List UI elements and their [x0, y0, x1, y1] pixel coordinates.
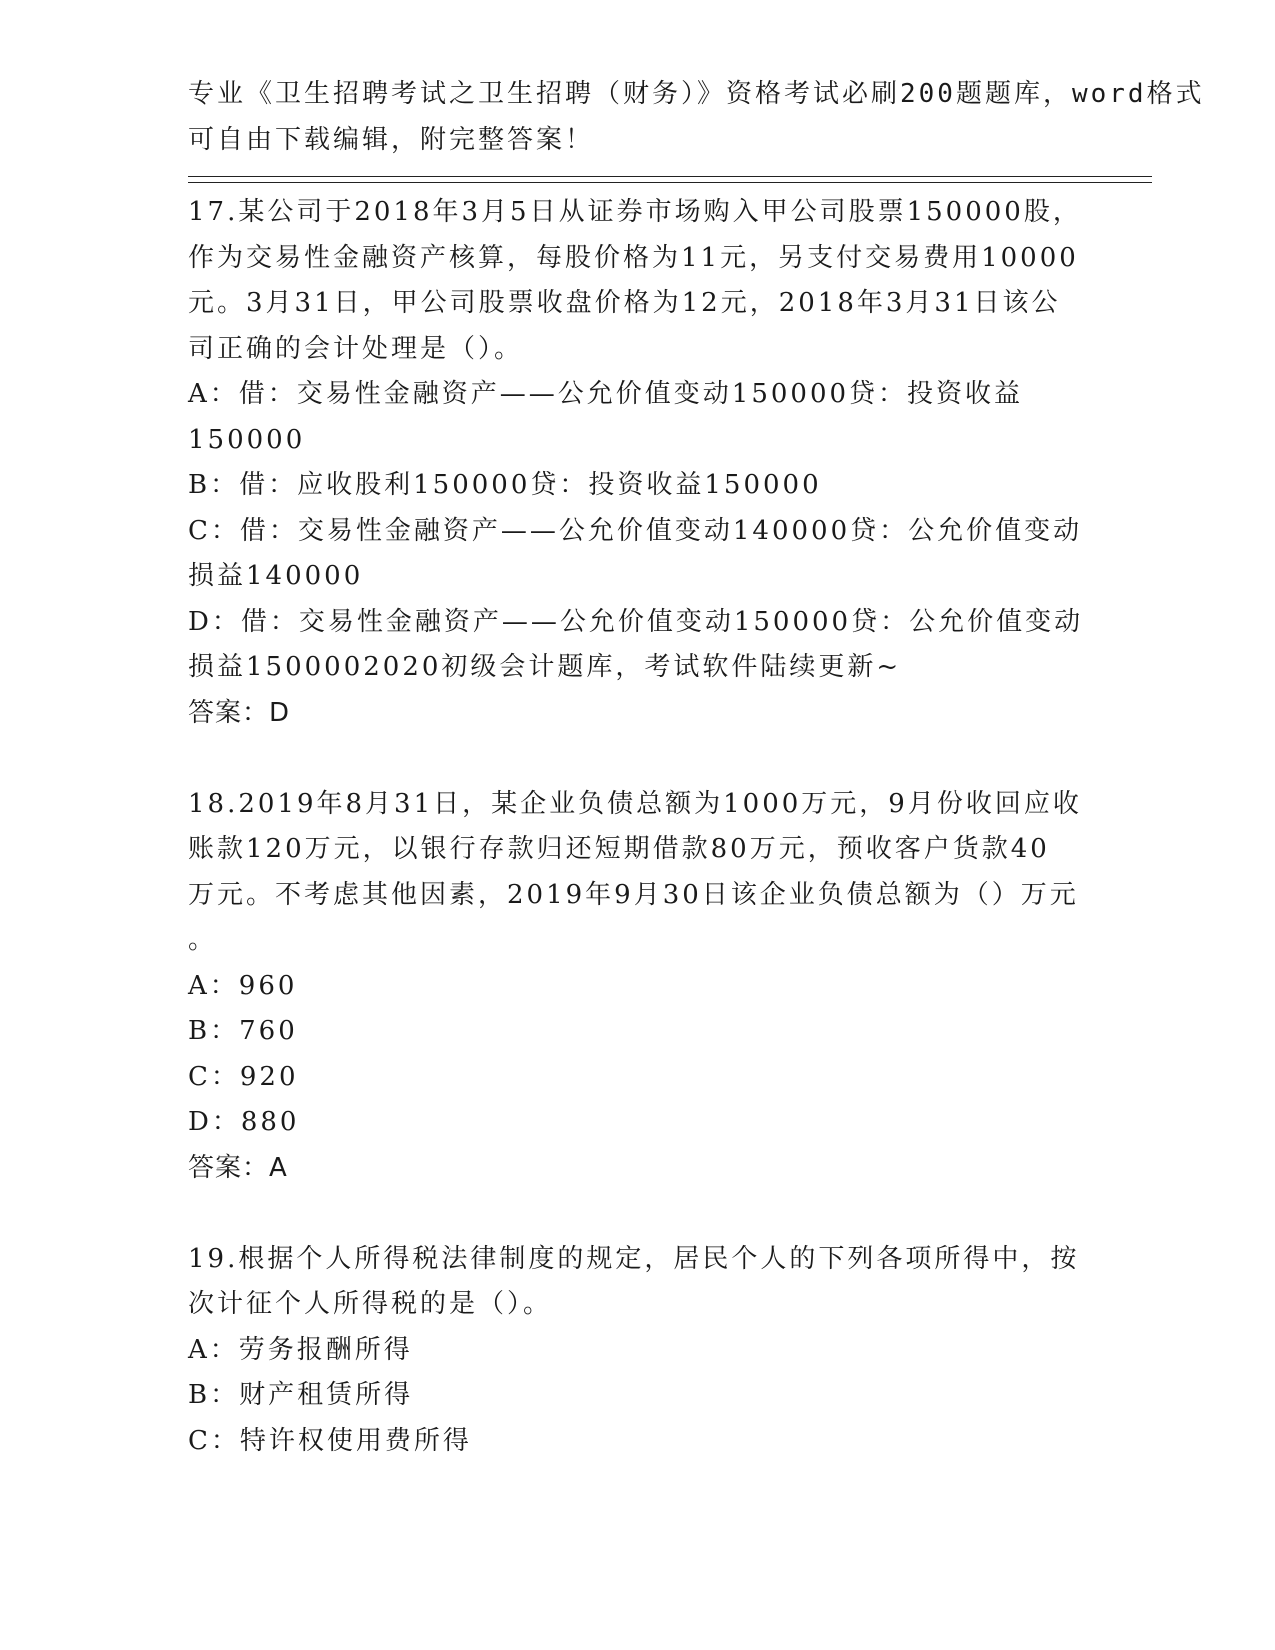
question-stem-line: 作为交易性金融资产核算，每股价格为11元，另支付交易费用10000 [188, 242, 1079, 273]
option-c: C：特许权使用费所得 [188, 1425, 472, 1456]
option-a: A：劳务报酬所得 [188, 1334, 413, 1365]
option-a: A：960 [188, 970, 298, 1001]
option-a: A：借：交易性金融资产——公允价值变动150000贷：投资收益 [188, 379, 1024, 409]
question-list [188, 190, 1088, 1464]
spacer [188, 736, 1088, 782]
question-stem-line: 账款120万元，以银行存款归还短期借款80万元，预收客户货款40 [188, 834, 1050, 864]
answer-label: 答案：D [188, 697, 291, 728]
spacer [188, 1191, 1088, 1237]
header-rule-top [188, 176, 1152, 177]
header-rule-bottom [188, 182, 1152, 183]
option-d: D：借：交易性金融资产——公允价值变动150000贷：公允价值变动 [188, 606, 1084, 637]
option-c-continued: 损益140000 [188, 561, 364, 591]
option-b: B：借：应收股利150000贷：投资收益150000 [188, 470, 822, 500]
option-b: B：760 [188, 1016, 298, 1046]
question-19 [188, 1237, 1088, 1465]
option-a-continued: 150000 [188, 424, 306, 455]
question-stem-line: 19.根据个人所得税法律制度的规定，居民个人的下列各项所得中，按 [188, 1243, 1080, 1274]
option-b: B：财产租赁所得 [188, 1380, 414, 1410]
question-stem-line: 次计征个人所得税的是（）。 [188, 1289, 553, 1319]
answer-label: 答案：A [188, 1152, 288, 1183]
option-d: D：880 [188, 1107, 300, 1137]
question-stem-line: 司正确的会计处理是（）。 [188, 333, 524, 364]
question-stem-line: 元。3月31日，甲公司股票收盘价格为12元，2018年3月31日该公 [188, 288, 1061, 318]
question-17 [188, 190, 1088, 736]
option-c: C：借：交易性金融资产——公允价值变动140000贷：公允价值变动 [188, 515, 1083, 546]
option-d-continued: 损益1500002020初级会计题库，考试软件陆续更新~ [188, 652, 902, 682]
question-stem-line: 17.某公司于2018年3月5日从证券市场购入甲公司股票150000股， [188, 197, 1082, 227]
question-stem-line: 万元。不考虑其他因素，2019年9月30日该企业负债总额为（）万元 [188, 879, 1079, 910]
question-18 [188, 782, 1088, 1192]
header-line-1: 专业《卫生招聘考试之卫生招聘（财务）》资格考试必刷200题题库，word格式 [188, 79, 1205, 109]
question-stem-line: 18.2019年8月31日，某企业负债总额为1000万元，9月份收回应收 [188, 788, 1082, 819]
header-line-2: 可自由下载编辑，附完整答案！ [188, 124, 595, 155]
option-c: C：920 [188, 1061, 299, 1092]
question-stem-line: 。 [188, 925, 218, 955]
document-header [188, 72, 1205, 163]
